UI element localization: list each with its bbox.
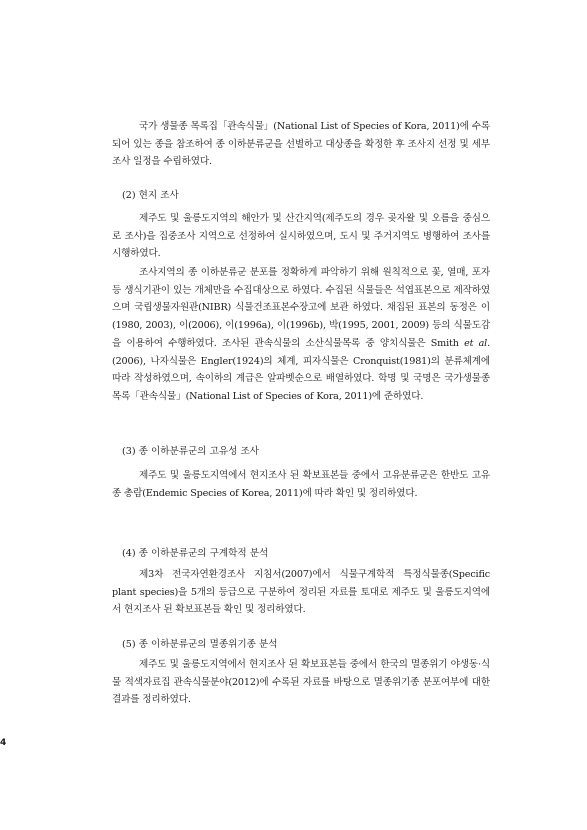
page-number: 4: [0, 738, 7, 748]
floristic-paragraph: 제3차 전국자연환경조사 지침서(2007)에서 식물구계학적 특정식물종(Specific plant species)을 5개의 등급으로 구분하여 정리된 자료를 토대로 제주도 및 울릉도지역에서 현지조사 된 확보표본들 확인 및 정리하였다.: [112, 569, 490, 616]
heading-endemism: (3) 종 이하분류군의 고유성 조사: [122, 446, 259, 457]
endangered-paragraph: 제주도 및 울릉도지역에서 현지조사 된 확보표본들 중에서 한국의 멸종위기 야생동·식물 적색자료집 관속식물분야(2012)에 수록된 자료를 바탕으로 멸종위기종 분포여부에 대한 결과를 정리하였다.: [112, 659, 490, 706]
endemism-paragraph: 제주도 및 울릉도지역에서 현지조사 된 확보표본들 중에서 고유분류군은 한반도 고유종 총람(Endemic Species of Korea, 2011)에 따라 확인 및 정리하였다.: [112, 470, 490, 499]
specimen-text-b: (2006), 나자식물은 Engler(1924)의 체계, 피자식물은 Cronquist(1981)의 분류체계에 따라 작성하였으며, 속이하의 계급은 알파벳순으로 배열하였다. 학명 및 국명은 국가생물종목록「관속식물」(National List of Species of Kora, 2011)에 준하였다.: [112, 355, 490, 402]
specimen-text-italic: et al.: [464, 337, 490, 349]
field-survey-paragraph: 제주도 및 울릉도지역의 해안가 및 산간지역(제주도의 경우 곶자왈 및 오름을 중심으로 조사)을 집중조사 지역으로 선정하여 실시하였으며, 도시 및 주거지역도 병행하여 조사를 시행하였다.: [112, 213, 490, 260]
heading-floristic: (4) 종 이하분류군의 구계학적 분석: [122, 548, 269, 559]
specimen-paragraph: [112, 264, 490, 406]
heading-endangered: (5) 종 이하분류군의 멸종위기종 분석: [122, 639, 278, 650]
heading-field-survey: (2) 현지 조사: [122, 190, 179, 201]
intro-paragraph: 국가 생물종 목록집「관속식물」(National List of Species of Kora, 2011)에 수록되어 있는 종을 참조하여 종 이하분류군을 선별하고 대상종을 확정한 후 조사지 선정 및 세부 조사 일정을 수립하였다.: [112, 121, 490, 168]
specimen-text-a: 조사지역의 종 이하분류군 분포를 정확하게 파악하기 위해 원칙적으로 꽃, 열매, 포자 등 생식기관이 있는 개체만을 수집대상으로 하였다. 수집된 식물들은 석엽표본으로 제작하였으며 국립생물자원관(NIBR) 식물건조표본수장고에 보관 하였다. 채집된 표본의 동정은 이(1980, 2003), 이(2006), 이(1996a), 이(1996b), 박(1995, 2001, 2009) 등의 식물도감을 이용하여 수행하였다. 조사된 관속식물의 소산식물목록 중 양치식물은 Smith: [112, 267, 490, 349]
